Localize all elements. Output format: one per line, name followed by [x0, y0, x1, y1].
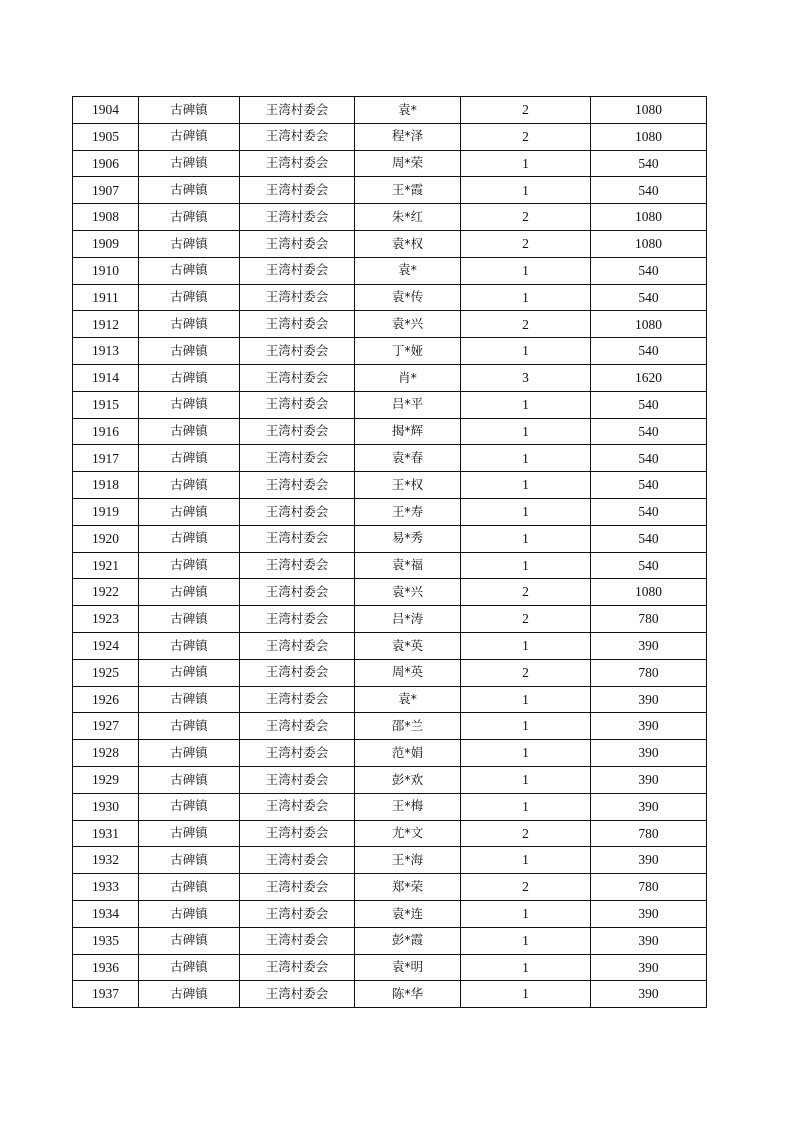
count-cell: 1 [461, 150, 591, 177]
name-cell: 尤*文 [355, 820, 461, 847]
count-cell: 1 [461, 686, 591, 713]
village-committee-cell: 王湾村委会 [240, 552, 355, 579]
table-row [73, 981, 707, 1008]
serial-number-cell: 1912 [73, 311, 139, 338]
amount-cell: 540 [591, 177, 707, 204]
table-row [73, 954, 707, 981]
count-cell: 1 [461, 927, 591, 954]
town-cell: 古碑镇 [139, 552, 240, 579]
town-cell: 古碑镇 [139, 123, 240, 150]
name-cell: 陈*华 [355, 981, 461, 1008]
serial-number-cell: 1932 [73, 847, 139, 874]
table-body [73, 97, 707, 1008]
village-committee-cell: 王湾村委会 [240, 820, 355, 847]
village-committee-cell: 王湾村委会 [240, 686, 355, 713]
count-cell: 1 [461, 981, 591, 1008]
name-cell: 彭*霞 [355, 927, 461, 954]
table-row [73, 900, 707, 927]
serial-number-cell: 1904 [73, 97, 139, 124]
village-committee-cell: 王湾村委会 [240, 632, 355, 659]
village-committee-cell: 王湾村委会 [240, 900, 355, 927]
town-cell: 古碑镇 [139, 874, 240, 901]
village-committee-cell: 王湾村委会 [240, 954, 355, 981]
village-committee-cell: 王湾村委会 [240, 150, 355, 177]
village-committee-cell: 王湾村委会 [240, 338, 355, 365]
name-cell: 周*荣 [355, 150, 461, 177]
amount-cell: 540 [591, 391, 707, 418]
table-row [73, 177, 707, 204]
town-cell: 古碑镇 [139, 686, 240, 713]
name-cell: 吕*涛 [355, 606, 461, 633]
town-cell: 古碑镇 [139, 472, 240, 499]
village-committee-cell: 王湾村委会 [240, 391, 355, 418]
amount-cell: 1080 [591, 579, 707, 606]
count-cell: 2 [461, 311, 591, 338]
amount-cell: 390 [591, 740, 707, 767]
name-cell: 袁*兴 [355, 311, 461, 338]
village-committee-cell: 王湾村委会 [240, 204, 355, 231]
name-cell: 袁*兴 [355, 579, 461, 606]
amount-cell: 390 [591, 954, 707, 981]
serial-number-cell: 1929 [73, 766, 139, 793]
village-committee-cell: 王湾村委会 [240, 445, 355, 472]
data-table [72, 96, 707, 1008]
amount-cell: 390 [591, 713, 707, 740]
table-row [73, 927, 707, 954]
amount-cell: 780 [591, 659, 707, 686]
village-committee-cell: 王湾村委会 [240, 927, 355, 954]
town-cell: 古碑镇 [139, 847, 240, 874]
table-row [73, 740, 707, 767]
serial-number-cell: 1928 [73, 740, 139, 767]
count-cell: 2 [461, 606, 591, 633]
table-row [73, 123, 707, 150]
name-cell: 王*寿 [355, 498, 461, 525]
serial-number-cell: 1933 [73, 874, 139, 901]
name-cell: 彭*欢 [355, 766, 461, 793]
serial-number-cell: 1908 [73, 204, 139, 231]
town-cell: 古碑镇 [139, 391, 240, 418]
serial-number-cell: 1923 [73, 606, 139, 633]
name-cell: 易*秀 [355, 525, 461, 552]
serial-number-cell: 1918 [73, 472, 139, 499]
village-committee-cell: 王湾村委会 [240, 874, 355, 901]
name-cell: 王*霞 [355, 177, 461, 204]
name-cell: 袁*福 [355, 552, 461, 579]
village-committee-cell: 王湾村委会 [240, 177, 355, 204]
amount-cell: 390 [591, 981, 707, 1008]
town-cell: 古碑镇 [139, 713, 240, 740]
town-cell: 古碑镇 [139, 230, 240, 257]
town-cell: 古碑镇 [139, 338, 240, 365]
town-cell: 古碑镇 [139, 793, 240, 820]
count-cell: 2 [461, 659, 591, 686]
name-cell: 袁*连 [355, 900, 461, 927]
table-row [73, 793, 707, 820]
count-cell: 1 [461, 498, 591, 525]
town-cell: 古碑镇 [139, 900, 240, 927]
village-committee-cell: 王湾村委会 [240, 498, 355, 525]
town-cell: 古碑镇 [139, 445, 240, 472]
amount-cell: 540 [591, 418, 707, 445]
amount-cell: 390 [591, 766, 707, 793]
amount-cell: 780 [591, 606, 707, 633]
town-cell: 古碑镇 [139, 927, 240, 954]
village-committee-cell: 王湾村委会 [240, 766, 355, 793]
table-row [73, 204, 707, 231]
count-cell: 2 [461, 123, 591, 150]
table-row [73, 713, 707, 740]
count-cell: 1 [461, 525, 591, 552]
village-committee-cell: 王湾村委会 [240, 311, 355, 338]
name-cell: 袁*传 [355, 284, 461, 311]
count-cell: 1 [461, 552, 591, 579]
name-cell: 袁* [355, 257, 461, 284]
table-row [73, 820, 707, 847]
town-cell: 古碑镇 [139, 740, 240, 767]
town-cell: 古碑镇 [139, 150, 240, 177]
count-cell: 1 [461, 445, 591, 472]
count-cell: 1 [461, 713, 591, 740]
amount-cell: 1080 [591, 204, 707, 231]
town-cell: 古碑镇 [139, 311, 240, 338]
village-committee-cell: 王湾村委会 [240, 579, 355, 606]
serial-number-cell: 1914 [73, 364, 139, 391]
table-row [73, 847, 707, 874]
amount-cell: 1080 [591, 311, 707, 338]
name-cell: 王*海 [355, 847, 461, 874]
name-cell: 揭*辉 [355, 418, 461, 445]
name-cell: 周*英 [355, 659, 461, 686]
amount-cell: 540 [591, 472, 707, 499]
amount-cell: 390 [591, 793, 707, 820]
table-row [73, 97, 707, 124]
count-cell: 1 [461, 257, 591, 284]
amount-cell: 1080 [591, 230, 707, 257]
town-cell: 古碑镇 [139, 284, 240, 311]
serial-number-cell: 1924 [73, 632, 139, 659]
village-committee-cell: 王湾村委会 [240, 981, 355, 1008]
count-cell: 1 [461, 632, 591, 659]
amount-cell: 540 [591, 284, 707, 311]
amount-cell: 780 [591, 874, 707, 901]
amount-cell: 540 [591, 257, 707, 284]
name-cell: 袁* [355, 686, 461, 713]
town-cell: 古碑镇 [139, 954, 240, 981]
amount-cell: 540 [591, 552, 707, 579]
table-row [73, 472, 707, 499]
table-row [73, 284, 707, 311]
amount-cell: 780 [591, 820, 707, 847]
village-committee-cell: 王湾村委会 [240, 713, 355, 740]
town-cell: 古碑镇 [139, 498, 240, 525]
name-cell: 程*泽 [355, 123, 461, 150]
name-cell: 郑*荣 [355, 874, 461, 901]
table-row [73, 418, 707, 445]
name-cell: 袁*春 [355, 445, 461, 472]
town-cell: 古碑镇 [139, 579, 240, 606]
town-cell: 古碑镇 [139, 981, 240, 1008]
serial-number-cell: 1926 [73, 686, 139, 713]
name-cell: 吕*平 [355, 391, 461, 418]
amount-cell: 540 [591, 498, 707, 525]
count-cell: 1 [461, 472, 591, 499]
table-row [73, 230, 707, 257]
town-cell: 古碑镇 [139, 525, 240, 552]
count-cell: 1 [461, 338, 591, 365]
count-cell: 2 [461, 820, 591, 847]
town-cell: 古碑镇 [139, 177, 240, 204]
amount-cell: 1080 [591, 97, 707, 124]
village-committee-cell: 王湾村委会 [240, 364, 355, 391]
table-row [73, 874, 707, 901]
table-row [73, 632, 707, 659]
village-committee-cell: 王湾村委会 [240, 97, 355, 124]
name-cell: 袁*英 [355, 632, 461, 659]
village-committee-cell: 王湾村委会 [240, 230, 355, 257]
count-cell: 3 [461, 364, 591, 391]
count-cell: 1 [461, 740, 591, 767]
town-cell: 古碑镇 [139, 820, 240, 847]
serial-number-cell: 1916 [73, 418, 139, 445]
amount-cell: 540 [591, 338, 707, 365]
table-row [73, 659, 707, 686]
town-cell: 古碑镇 [139, 632, 240, 659]
amount-cell: 390 [591, 847, 707, 874]
serial-number-cell: 1913 [73, 338, 139, 365]
town-cell: 古碑镇 [139, 659, 240, 686]
serial-number-cell: 1917 [73, 445, 139, 472]
serial-number-cell: 1905 [73, 123, 139, 150]
town-cell: 古碑镇 [139, 418, 240, 445]
count-cell: 2 [461, 579, 591, 606]
name-cell: 袁* [355, 97, 461, 124]
name-cell: 范*娟 [355, 740, 461, 767]
serial-number-cell: 1909 [73, 230, 139, 257]
table-row [73, 579, 707, 606]
amount-cell: 390 [591, 686, 707, 713]
count-cell: 1 [461, 391, 591, 418]
amount-cell: 390 [591, 927, 707, 954]
serial-number-cell: 1935 [73, 927, 139, 954]
serial-number-cell: 1906 [73, 150, 139, 177]
village-committee-cell: 王湾村委会 [240, 659, 355, 686]
village-committee-cell: 王湾村委会 [240, 284, 355, 311]
serial-number-cell: 1920 [73, 525, 139, 552]
table-row [73, 391, 707, 418]
serial-number-cell: 1927 [73, 713, 139, 740]
table-row [73, 525, 707, 552]
name-cell: 王*权 [355, 472, 461, 499]
serial-number-cell: 1930 [73, 793, 139, 820]
village-committee-cell: 王湾村委会 [240, 793, 355, 820]
village-committee-cell: 王湾村委会 [240, 740, 355, 767]
table-row [73, 606, 707, 633]
table-row [73, 552, 707, 579]
amount-cell: 1080 [591, 123, 707, 150]
village-committee-cell: 王湾村委会 [240, 257, 355, 284]
count-cell: 1 [461, 177, 591, 204]
serial-number-cell: 1910 [73, 257, 139, 284]
table-row [73, 364, 707, 391]
village-committee-cell: 王湾村委会 [240, 606, 355, 633]
count-cell: 2 [461, 97, 591, 124]
serial-number-cell: 1922 [73, 579, 139, 606]
amount-cell: 1620 [591, 364, 707, 391]
count-cell: 1 [461, 900, 591, 927]
serial-number-cell: 1919 [73, 498, 139, 525]
village-committee-cell: 王湾村委会 [240, 418, 355, 445]
town-cell: 古碑镇 [139, 766, 240, 793]
town-cell: 古碑镇 [139, 364, 240, 391]
serial-number-cell: 1934 [73, 900, 139, 927]
name-cell: 肖* [355, 364, 461, 391]
name-cell: 邵*兰 [355, 713, 461, 740]
village-committee-cell: 王湾村委会 [240, 123, 355, 150]
count-cell: 1 [461, 954, 591, 981]
village-committee-cell: 王湾村委会 [240, 472, 355, 499]
table-row [73, 150, 707, 177]
amount-cell: 390 [591, 632, 707, 659]
serial-number-cell: 1925 [73, 659, 139, 686]
table-row [73, 686, 707, 713]
town-cell: 古碑镇 [139, 97, 240, 124]
name-cell: 袁*明 [355, 954, 461, 981]
name-cell: 王*梅 [355, 793, 461, 820]
count-cell: 2 [461, 874, 591, 901]
name-cell: 袁*权 [355, 230, 461, 257]
count-cell: 1 [461, 847, 591, 874]
serial-number-cell: 1937 [73, 981, 139, 1008]
town-cell: 古碑镇 [139, 257, 240, 284]
table-row [73, 498, 707, 525]
village-committee-cell: 王湾村委会 [240, 525, 355, 552]
town-cell: 古碑镇 [139, 606, 240, 633]
count-cell: 1 [461, 284, 591, 311]
count-cell: 1 [461, 766, 591, 793]
name-cell: 朱*红 [355, 204, 461, 231]
table-row [73, 311, 707, 338]
count-cell: 2 [461, 230, 591, 257]
table-row [73, 257, 707, 284]
count-cell: 2 [461, 204, 591, 231]
serial-number-cell: 1931 [73, 820, 139, 847]
table-row [73, 338, 707, 365]
amount-cell: 540 [591, 150, 707, 177]
amount-cell: 540 [591, 445, 707, 472]
table-row [73, 445, 707, 472]
serial-number-cell: 1907 [73, 177, 139, 204]
serial-number-cell: 1936 [73, 954, 139, 981]
count-cell: 1 [461, 418, 591, 445]
serial-number-cell: 1911 [73, 284, 139, 311]
table-row [73, 766, 707, 793]
amount-cell: 390 [591, 900, 707, 927]
village-committee-cell: 王湾村委会 [240, 847, 355, 874]
serial-number-cell: 1915 [73, 391, 139, 418]
name-cell: 丁*娅 [355, 338, 461, 365]
serial-number-cell: 1921 [73, 552, 139, 579]
count-cell: 1 [461, 793, 591, 820]
town-cell: 古碑镇 [139, 204, 240, 231]
amount-cell: 540 [591, 525, 707, 552]
